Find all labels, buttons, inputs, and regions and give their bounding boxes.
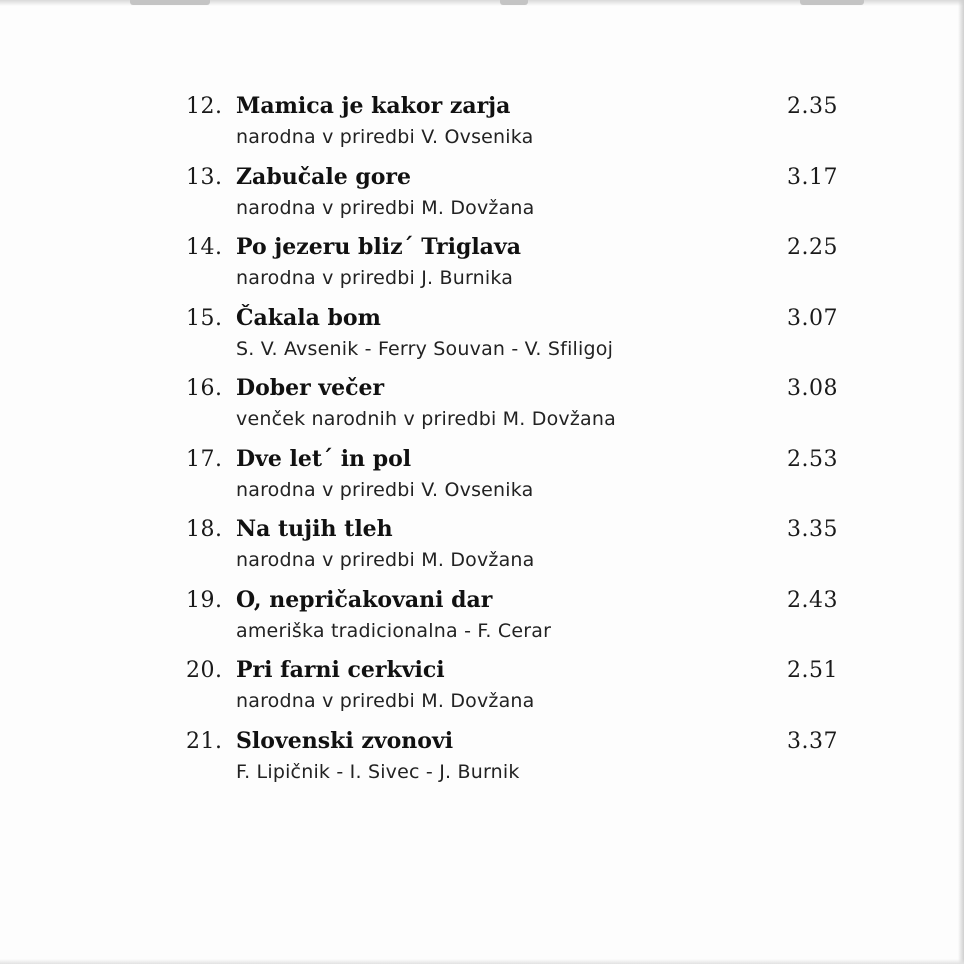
track-credit: narodna v priredbi V. Ovsenika <box>236 478 534 501</box>
track-number: 19. <box>186 587 223 613</box>
track-title: Na tujih tleh <box>236 516 393 542</box>
track-duration: 2.35 <box>787 94 838 119</box>
track-item <box>186 92 846 163</box>
track-item <box>186 304 846 375</box>
track-item <box>186 445 846 516</box>
track-duration: 2.25 <box>787 235 838 260</box>
track-duration: 2.51 <box>787 658 838 683</box>
track-title: Zabučale gore <box>236 163 412 190</box>
track-title: Pri farni cerkvici <box>236 657 445 683</box>
track-title: Po jezeru bliz´ Triglava <box>236 234 521 260</box>
track-title: Mamica je kakor zarja <box>236 93 511 119</box>
scan-edge-bottom <box>0 959 964 964</box>
track-title: Dve let´ in pol <box>236 445 412 472</box>
track-duration: 3.08 <box>787 376 838 401</box>
scan-edge-right <box>958 0 964 964</box>
track-title: Dober večer <box>236 375 385 401</box>
track-number: 14. <box>186 235 223 260</box>
track-item <box>186 233 846 304</box>
track-item <box>186 727 846 798</box>
track-credit: ameriška tradicionalna - F. Cerar <box>236 619 552 642</box>
tracklist <box>186 92 846 797</box>
track-duration: 2.53 <box>787 446 838 472</box>
track-number: 12. <box>186 94 223 119</box>
track-credit: narodna v priredbi M. Dovžana <box>236 690 535 712</box>
track-number: 13. <box>186 164 223 190</box>
track-item <box>186 515 846 586</box>
track-number: 21. <box>186 728 223 754</box>
track-duration: 3.35 <box>787 517 838 542</box>
track-number: 18. <box>186 517 223 542</box>
track-credit: S. V. Avsenik - Ferry Souvan - V. Sfiligoj <box>236 337 614 360</box>
track-duration: 2.43 <box>787 587 838 613</box>
track-duration: 3.17 <box>787 164 838 190</box>
track-credit: F. Lipičnik - I. Sivec - J. Burnik <box>236 760 520 783</box>
track-number: 16. <box>186 376 223 401</box>
track-duration: 3.37 <box>787 728 838 754</box>
track-title: Slovenski zvonovi <box>236 727 454 754</box>
track-duration: 3.07 <box>787 305 838 331</box>
scan-tab-mark-left <box>130 0 210 5</box>
scan-tab-mark-right <box>800 0 864 5</box>
track-title: Čakala bom <box>236 304 381 331</box>
track-item <box>186 163 846 234</box>
track-number: 17. <box>186 446 223 472</box>
track-credit: narodna v priredbi M. Dovžana <box>236 196 535 219</box>
track-item <box>186 374 846 445</box>
track-credit: narodna v priredbi V. Ovsenika <box>236 126 534 148</box>
track-credit: narodna v priredbi M. Dovžana <box>236 549 535 571</box>
track-credit: venček narodnih v priredbi M. Dovžana <box>236 408 616 430</box>
track-number: 20. <box>186 658 223 683</box>
track-credit: narodna v priredbi J. Burnika <box>236 267 514 289</box>
track-item <box>186 656 846 727</box>
track-number: 15. <box>186 305 223 331</box>
track-title: O, nepričakovani dar <box>236 586 493 613</box>
scan-tab-mark-center <box>500 0 528 5</box>
track-item <box>186 586 846 657</box>
